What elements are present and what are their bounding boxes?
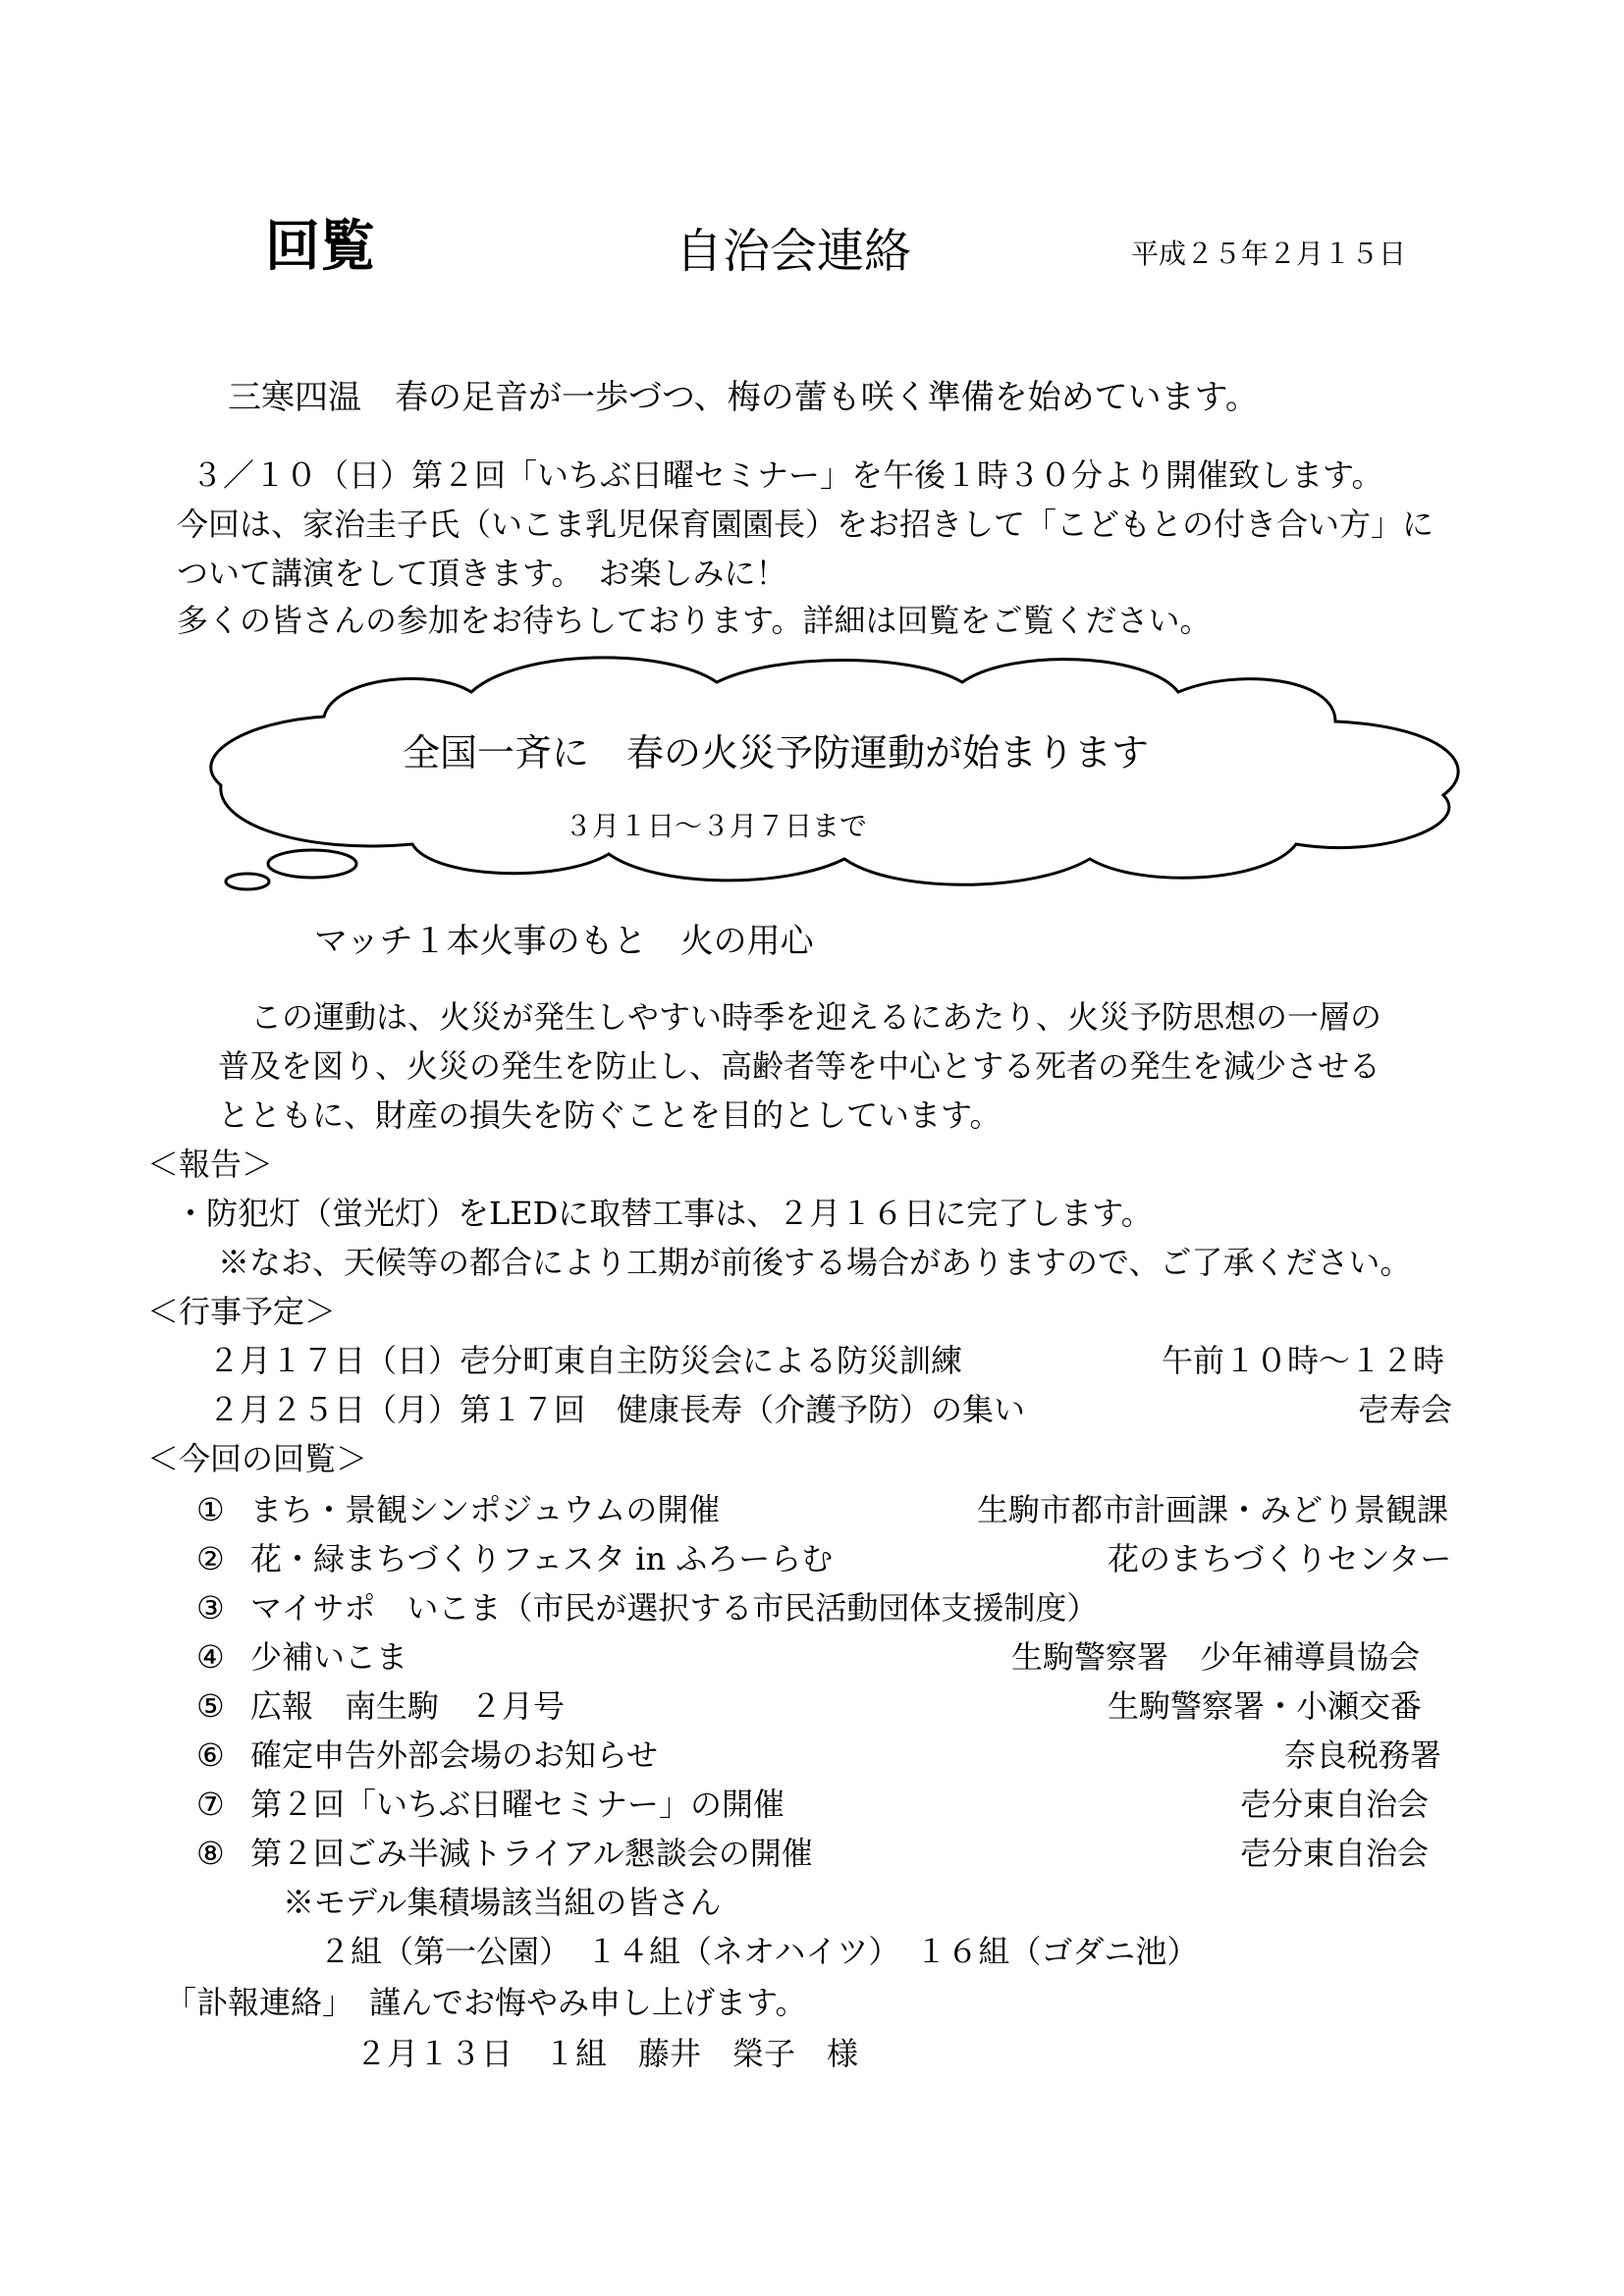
circular-num: ③ [196,1589,225,1627]
circular-org: 生駒警察署・小瀬交番 [1108,1687,1423,1725]
circular-num: ② [196,1540,225,1577]
report-heading: ＜報告＞ [147,1146,274,1183]
event-item-1: ２月１７日（日）壱分町東自主防災会による防災訓練 [208,1342,963,1379]
circular-title: 少補いこま [250,1638,408,1676]
seminar-line-1: ３／１０（日）第２回「いちぶ日曜セミナー」を午後１時３０分より開催致します。 [191,456,1383,494]
campaign-line-2: 普及を図り、火災の発生を防止し、高齢者等を中心とする死者の発生を減少させる [218,1047,1381,1085]
events-heading: ＜行事予定＞ [147,1293,337,1330]
circular-org: 生駒警察署 少年補導員協会 [1011,1638,1421,1676]
circular-num: ① [196,1491,225,1528]
circular-num: ⑥ [196,1736,225,1774]
circular-title: マイサポ いこま（市民が選択する市民活動団体支援制度） [250,1589,1099,1627]
circular-org: 壱分東自治会 [1240,1786,1430,1823]
seminar-line-3: ついて講演をして頂きます。 お楽しみに！ [177,555,787,592]
circular-num: ⑤ [196,1687,225,1725]
cloud-headline: 全国一斉に 春の火災予防運動が始まります [403,731,1150,774]
page-title: 回覧 [265,215,375,279]
circular-title: 第２回「いちぶ日曜セミナー」の開催 [250,1786,785,1823]
circular-title: 花・緑まちづくりフェスタ in ふろーらむ [250,1540,834,1577]
model-site-groups: ２組（第一公園） １４組（ネオハイツ） １６組（ゴダニ池） [319,1933,1199,1970]
seminar-line-2: 今回は、家治圭子氏（いこま乳児保育園園長）をお招きして「こどもとの付き合い方」に [177,506,1435,543]
circular-org: 花のまちづくりセンター [1108,1540,1452,1577]
campaign-line-3: とともに、財産の損失を防ぐことを目的としています。 [218,1096,1001,1134]
obituary-heading: 「訃報連絡」 謹んでお悔やみ申し上げます。 [165,1984,807,2021]
page-subtitle: 自治会連絡 [676,224,912,279]
circular-title: 広報 南生駒 ２月号 [250,1687,566,1725]
model-site-note: ※モデル集積場該当組の皆さん [283,1884,722,1921]
circular-org: 壱分東自治会 [1240,1835,1430,1872]
event-item-2: ２月２５日（月）第１７回 健康長寿（介護予防）の集い [208,1391,1026,1428]
event-item-2-org: 壱寿会 [1358,1391,1453,1428]
circular-org: 生駒市都市計画課・みどり景観課 [977,1491,1449,1528]
cloud-period: ３月１日～３月７日まで [565,810,868,842]
issue-date: 平成２５年２月１５日 [1131,238,1407,270]
campaign-line-1: この運動は、火災が発生しやすい時季を迎えるにあたり、火災予防思想の一層の [250,998,1382,1036]
circular-title: まち・景観シンポジュウムの開催 [250,1491,721,1528]
circular-title: 確定申告外部会場のお知らせ [250,1736,659,1774]
circular-num: ⑦ [196,1786,225,1823]
fire-slogan: マッチ１本火事のもと 火の用心 [314,922,814,961]
obituary-entry: ２月１３日 １組 藤井 榮子 様 [355,2035,859,2072]
circular-num: ④ [196,1638,225,1676]
circulars-heading: ＜今回の回覧＞ [147,1440,368,1477]
report-line-2: ※なお、天候等の都合により工期が前後する場合がありますので、ご了承ください。 [218,1244,1412,1281]
greeting-line: 三寒四温 春の足音が一歩づつ、梅の蕾も咲く準備を始めています。 [228,378,1259,417]
circular-org: 奈良税務署 [1284,1736,1442,1774]
event-item-1-time: 午前１０時～１２時 [1162,1342,1445,1379]
circular-title: 第２回ごみ半減トライアル懇談会の開催 [250,1835,813,1872]
circular-num: ⑧ [196,1835,225,1872]
report-line-1: ・防犯灯（蛍光灯）をLEDに取替工事は、２月１６日に完了します。 [175,1195,1153,1232]
seminar-line-4: 多くの皆さんの参加をお待ちしております。詳細は回覧をご覧ください。 [177,602,1212,639]
